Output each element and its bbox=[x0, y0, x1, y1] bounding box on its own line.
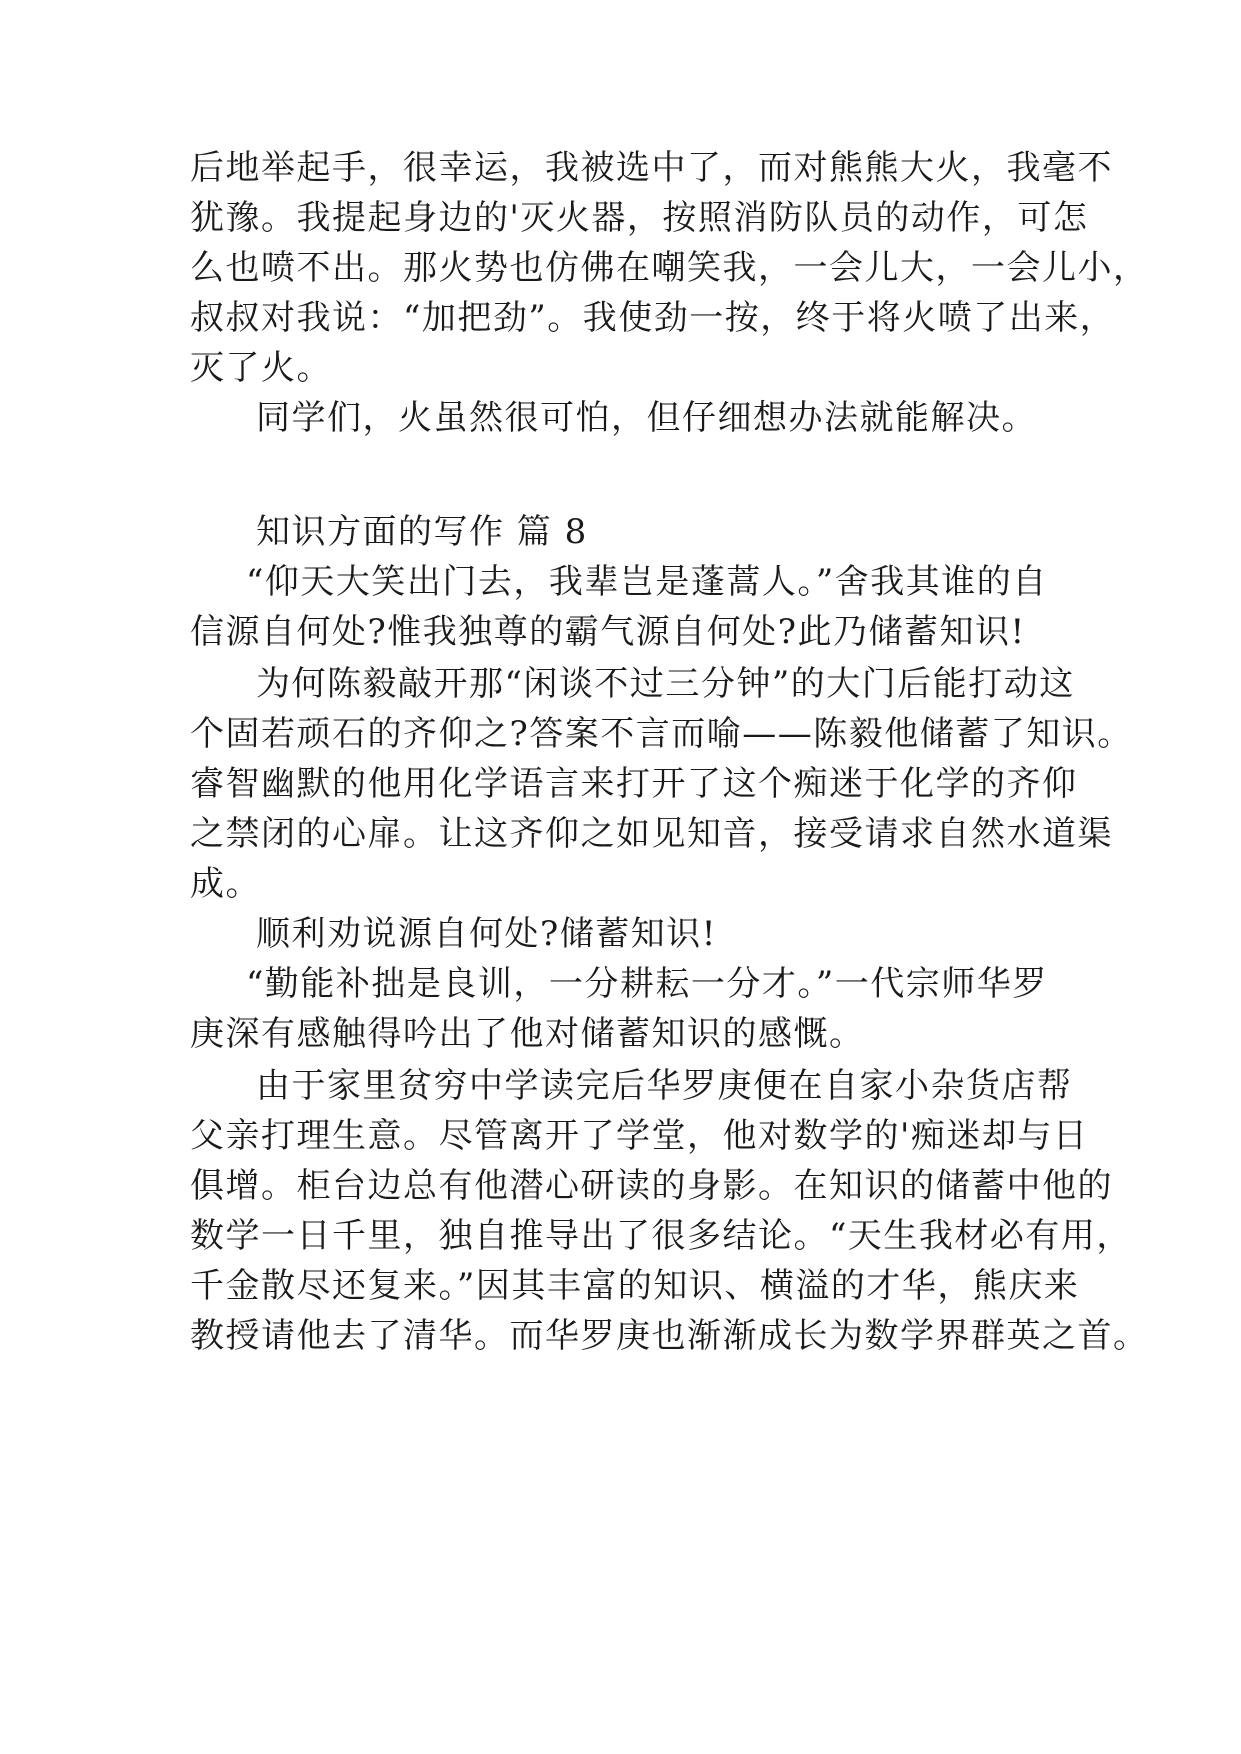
paragraph-line: 个固若顽石的齐仰之?答案不言而喻——陈毅他储蓄了知识。 bbox=[190, 714, 1133, 754]
paragraph-line: “勤能补拙是良训，一分耕耘一分才。”一代宗师华罗 bbox=[246, 964, 1048, 1004]
paragraph-line: 么也喷不出。那火势也仿佛在嘲笑我，一会儿大，一会儿小， bbox=[190, 248, 1149, 288]
paragraph-line: 后地举起手，很幸运，我被选中了，而对熊熊大火，我毫不 bbox=[190, 148, 1113, 188]
paragraph-line: 之禁闭的心扉。让这齐仰之如见知音，接受请求自然水道渠 bbox=[190, 814, 1113, 854]
paragraph-line: 教授请他去了清华。而华罗庚也渐渐成长为数学界群英之首。 bbox=[190, 1316, 1149, 1356]
paragraph-line: 庚深有感触得吟出了他对储蓄知识的感慨。 bbox=[190, 1014, 865, 1054]
paragraph-line: 父亲打理生意。尽管离开了学堂，他对数学的'痴迷却与日 bbox=[190, 1116, 1089, 1156]
paragraph-line: 千金散尽还复来。”因其丰富的知识、横溢的才华，熊庆来 bbox=[190, 1266, 1080, 1306]
paragraph-line: 成。 bbox=[190, 864, 261, 904]
paragraph-line: 叔叔对我说：“加把劲”。我使劲一按，终于将火喷了出来， bbox=[190, 298, 1116, 338]
paragraph-line: 睿智幽默的他用化学语言来打开了这个痴迷于化学的齐仰 bbox=[190, 764, 1078, 804]
paragraph-line: 灭了火。 bbox=[190, 348, 332, 388]
paragraph-line: 俱增。柜台边总有他潜心研读的身影。在知识的储蓄中他的 bbox=[190, 1166, 1113, 1206]
paragraph-line: “仰天大笑出门去，我辈岂是蓬蒿人。”舍我其谁的自 bbox=[246, 562, 1048, 602]
paragraph-line: 由于家里贫穷中学读完后华罗庚便在自家小杂货店帮 bbox=[256, 1066, 1073, 1106]
paragraph-line: 为何陈毅敲开那“闲谈不过三分钟”的大门后能打动这 bbox=[256, 664, 1075, 704]
section-heading: 知识方面的写作 篇 8 bbox=[256, 512, 588, 552]
paragraph-line: 信源自何处?惟我独尊的霸气源自何处?此乃储蓄知识! bbox=[190, 612, 1026, 652]
paragraph-line: 犹豫。我提起身边的'灭火器，按照消防队员的动作，可怎 bbox=[190, 198, 1089, 238]
paragraph-line: 数学一日千里，独自推导出了很多结论。“天生我材必有用， bbox=[190, 1216, 1132, 1256]
paragraph-line: 顺利劝说源自何处?储蓄知识! bbox=[256, 914, 717, 954]
paragraph-line: 同学们，火虽然很可怕，但仔细想办法就能解决。 bbox=[256, 398, 1037, 438]
